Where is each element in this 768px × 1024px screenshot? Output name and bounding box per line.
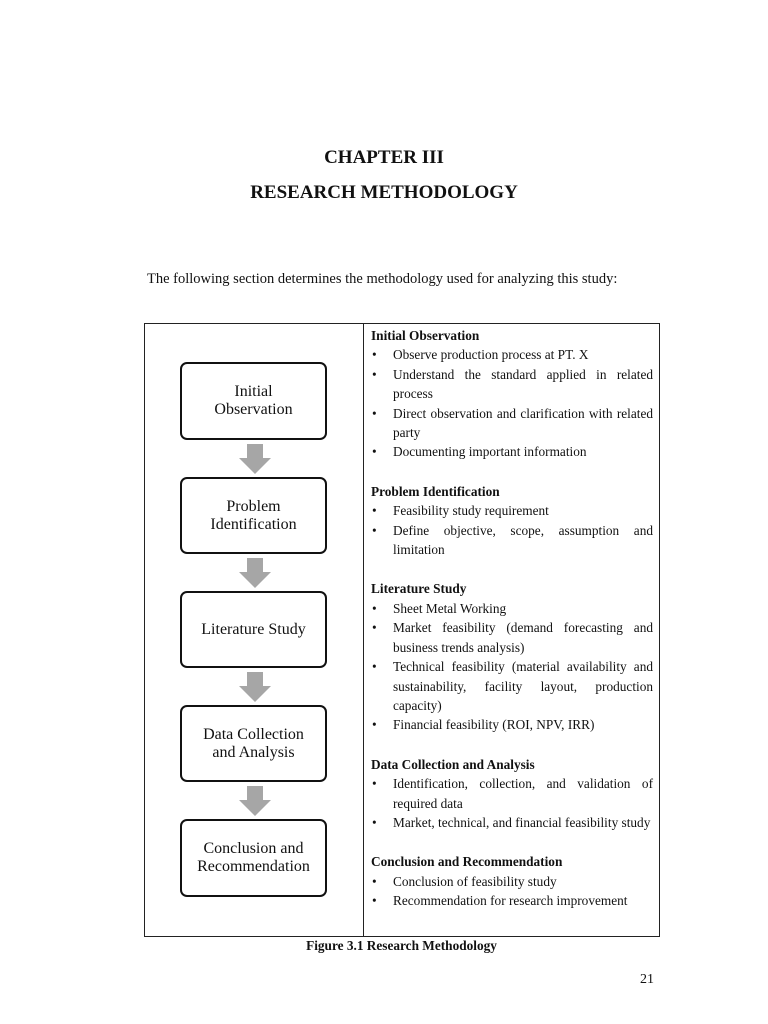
list-item: • Direct observation and clarification with related party [371, 404, 653, 443]
figure-caption: Figure 3.1 Research Methodology [306, 938, 497, 953]
page-number: 21 [640, 972, 654, 987]
list-item: • Identification, collection, and validation of required data [371, 774, 653, 813]
down-arrow-icon [239, 786, 271, 816]
list-item: • Define objective, scope, assumption and limitation [371, 521, 653, 560]
list-item: • Market, technical, and financial feasibility study [371, 813, 653, 832]
section-title: RESEARCH METHODOLOGY [250, 182, 518, 203]
methodology-descriptions [371, 326, 653, 911]
figure-column-divider [363, 323, 364, 937]
down-arrow-icon [239, 672, 271, 702]
desc-title-initial-observation: Initial Observation [371, 328, 480, 343]
desc-title-problem-identification: Problem Identification [371, 483, 500, 499]
list-item: • Conclusion of feasibility study [371, 872, 653, 891]
flow-step-data-collection: Data Collection and Analysis [180, 705, 327, 782]
flow-step-conclusion: Conclusion and Recommendation [180, 819, 327, 897]
intro-paragraph: The following section determines the methodology used for analyzing this study: [147, 271, 618, 287]
flow-step-problem-identification: Problem Identification [180, 477, 327, 554]
desc-list-conclusion [371, 872, 653, 911]
list-item: • Sheet Metal Working [371, 599, 653, 618]
flow-step-initial-observation: Initial Observation [180, 362, 327, 440]
chapter-title: CHAPTER III [324, 147, 444, 168]
list-item: • Feasibility study requirement [371, 501, 653, 520]
list-item: • Financial feasibility (ROI, NPV, IRR) [371, 715, 653, 734]
list-item: • Recommendation for research improvement [371, 891, 653, 910]
desc-title-conclusion: Conclusion and Recommendation [371, 854, 563, 870]
desc-list-initial-observation [371, 345, 653, 461]
desc-list-literature-study [371, 599, 653, 735]
desc-title-literature-study: Literature Study [371, 581, 467, 597]
list-item: • Observe production process at PT. X [371, 345, 653, 364]
down-arrow-icon [239, 558, 271, 588]
desc-list-problem-identification [371, 501, 653, 559]
list-item: • Documenting important information [371, 442, 653, 461]
list-item: • Understand the standard applied in related process [371, 365, 653, 404]
list-item: • Market feasibility (demand forecasting and business trends analysis) [371, 618, 653, 657]
desc-title-data-collection: Data Collection and Analysis [371, 756, 535, 772]
list-item: • Technical feasibility (material availability and sustainability, facility layout, production capacity) [371, 657, 653, 715]
down-arrow-icon [239, 444, 271, 474]
desc-list-data-collection [371, 774, 653, 832]
flow-step-literature-study: Literature Study [180, 591, 327, 668]
